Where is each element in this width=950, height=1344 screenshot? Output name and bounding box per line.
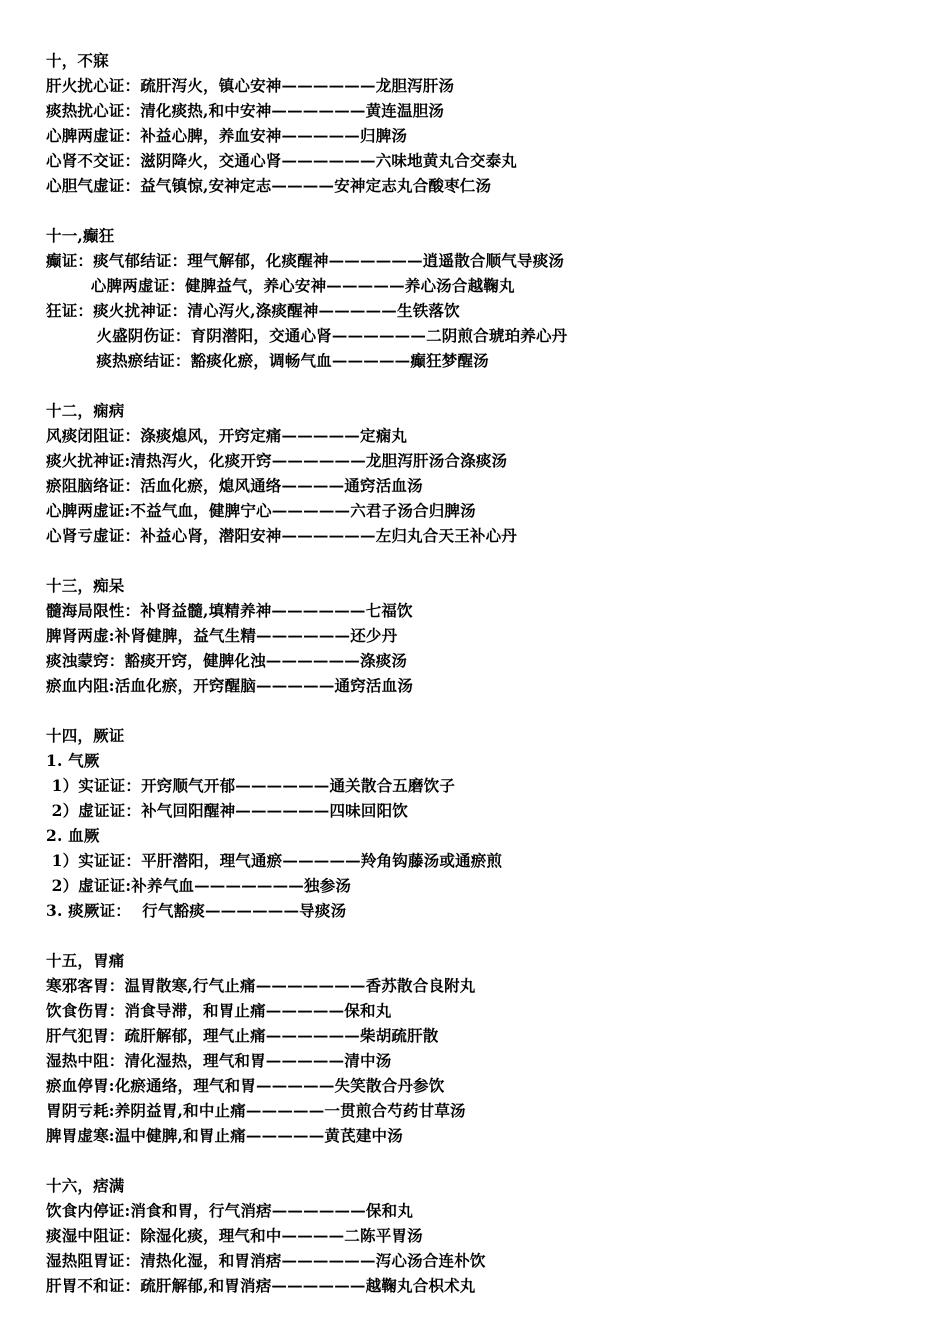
text-line: 肝火扰心证：疏肝泻火，镇心安神——————龙胆泻肝汤 (46, 76, 455, 95)
text-line: 1）实证证：开窍顺气开郁——————通关散合五磨饮子 (46, 776, 456, 795)
text-line: 痰热扰心证：清化痰热,和中安神——————黄连温胆汤 (46, 101, 445, 120)
text-line: 2）虚证证：补气回阳醒神——————四味回阳饮 (46, 801, 408, 820)
section-heading: 十，不寐 (46, 51, 109, 70)
text-line: 胃阴亏耗:养阴益胃,和中止痛—————一贯煎合芍药甘草汤 (46, 1101, 466, 1120)
section-dementia (46, 573, 926, 698)
text-line: 心脾两虚证：健脾益气，养心安神—————养心汤合越鞠丸 (46, 276, 515, 295)
section-epilepsy (46, 398, 926, 548)
section-heading: 十六，痞满 (46, 1176, 125, 1195)
section-fullness (46, 1173, 926, 1298)
text-line: 瘀阻脑络证：活血化瘀，熄风通络————通窍活血汤 (46, 476, 423, 495)
section-mania (46, 223, 926, 373)
text-line: 寒邪客胃：温胃散寒,行气止痛———————香苏散合良附丸 (46, 976, 476, 995)
text-line: 饮食内停证:消食和胃，行气消痞——————保和丸 (46, 1201, 414, 1220)
text-line: 3. 痰厥证： 行气豁痰——————导痰汤 (46, 901, 347, 920)
text-line: 肝气犯胃：疏肝解郁，理气止痛——————柴胡疏肝散 (46, 1026, 439, 1045)
text-line: 瘀血停胃:化瘀通络，理气和胃—————失笑散合丹参饮 (46, 1076, 445, 1095)
text-line: 1. 气厥 (46, 751, 100, 770)
text-line: 脾胃虚寒:温中健脾,和胃止痛—————黄芪建中汤 (46, 1126, 403, 1145)
text-line: 痰热瘀结证：豁痰化瘀，调畅气血—————癫狂梦醒汤 (46, 351, 489, 370)
text-line: 火盛阴伤证：育阴潜阳，交通心肾——————二阴煎合琥珀养心丹 (46, 326, 568, 345)
text-line: 心胆气虚证：益气镇惊,安神定志————安神定志丸合酸枣仁汤 (46, 176, 492, 195)
text-line: 湿热阻胃证：清热化湿，和胃消痞——————泻心汤合连朴饮 (46, 1251, 486, 1270)
text-line: 髓海局限性：补肾益髓,填精养神——————七福饮 (46, 601, 413, 620)
text-line: 心肾亏虚证：补益心肾，潜阳安神——————左归丸合天王补心丹 (46, 526, 518, 545)
text-line: 1）实证证：平肝潜阳，理气通瘀—————羚角钩藤汤或通瘀煎 (46, 851, 503, 870)
text-line: 饮食伤胃：消食导滞，和胃止痛—————保和丸 (46, 1001, 392, 1020)
text-line: 心脾两虚证:不益气血，健脾宁心—————六君子汤合归脾汤 (46, 501, 476, 520)
text-line: 痰湿中阻证：除湿化痰，理气和中————二陈平胃汤 (46, 1226, 423, 1245)
section-stomach-pain (46, 948, 926, 1148)
text-line: 痰火扰神证:清热泻火，化痰开窍——————龙胆泻肝汤合涤痰汤 (46, 451, 508, 470)
text-line: 脾肾两虚:补肾健脾，益气生精——————还少丹 (46, 626, 398, 645)
text-line: 痰浊蒙窍：豁痰开窍，健脾化浊——————涤痰汤 (46, 651, 408, 670)
section-insomnia (46, 48, 926, 198)
text-line: 风痰闭阻证：涤痰熄风，开窍定痛—————定痫丸 (46, 426, 408, 445)
text-line: 瘀血内阻:活血化瘀，开窍醒脑—————通窍活血汤 (46, 676, 414, 695)
text-line: 癫证：痰气郁结证：理气解郁，化痰醒神——————逍遥散合顺气导痰汤 (46, 251, 565, 270)
text-line: 心肾不交证：滋阴降火，交通心肾——————六味地黄丸合交泰丸 (46, 151, 518, 170)
text-line: 心脾两虚证：补益心脾，养血安神—————归脾汤 (46, 126, 408, 145)
section-heading: 十五，胃痛 (46, 951, 125, 970)
section-heading: 十一,癫狂 (46, 226, 115, 245)
section-heading: 十三，痴呆 (46, 576, 125, 595)
text-line: 肝胃不和证：疏肝解郁,和胃消痞——————越鞠丸合枳术丸 (46, 1276, 476, 1295)
section-syncope (46, 723, 926, 923)
section-heading: 十二，痫病 (46, 401, 125, 420)
text-line: 2. 血厥 (46, 826, 100, 845)
text-line: 湿热中阻：清化湿热，理气和胃—————清中汤 (46, 1051, 392, 1070)
document-body (46, 48, 926, 1323)
text-line: 狂证：痰火扰神证：清心泻火,涤痰醒神—————生铁落饮 (46, 301, 460, 320)
text-line: 2）虚证证:补养气血———————独参汤 (46, 876, 352, 895)
section-heading: 十四，厥证 (46, 726, 125, 745)
